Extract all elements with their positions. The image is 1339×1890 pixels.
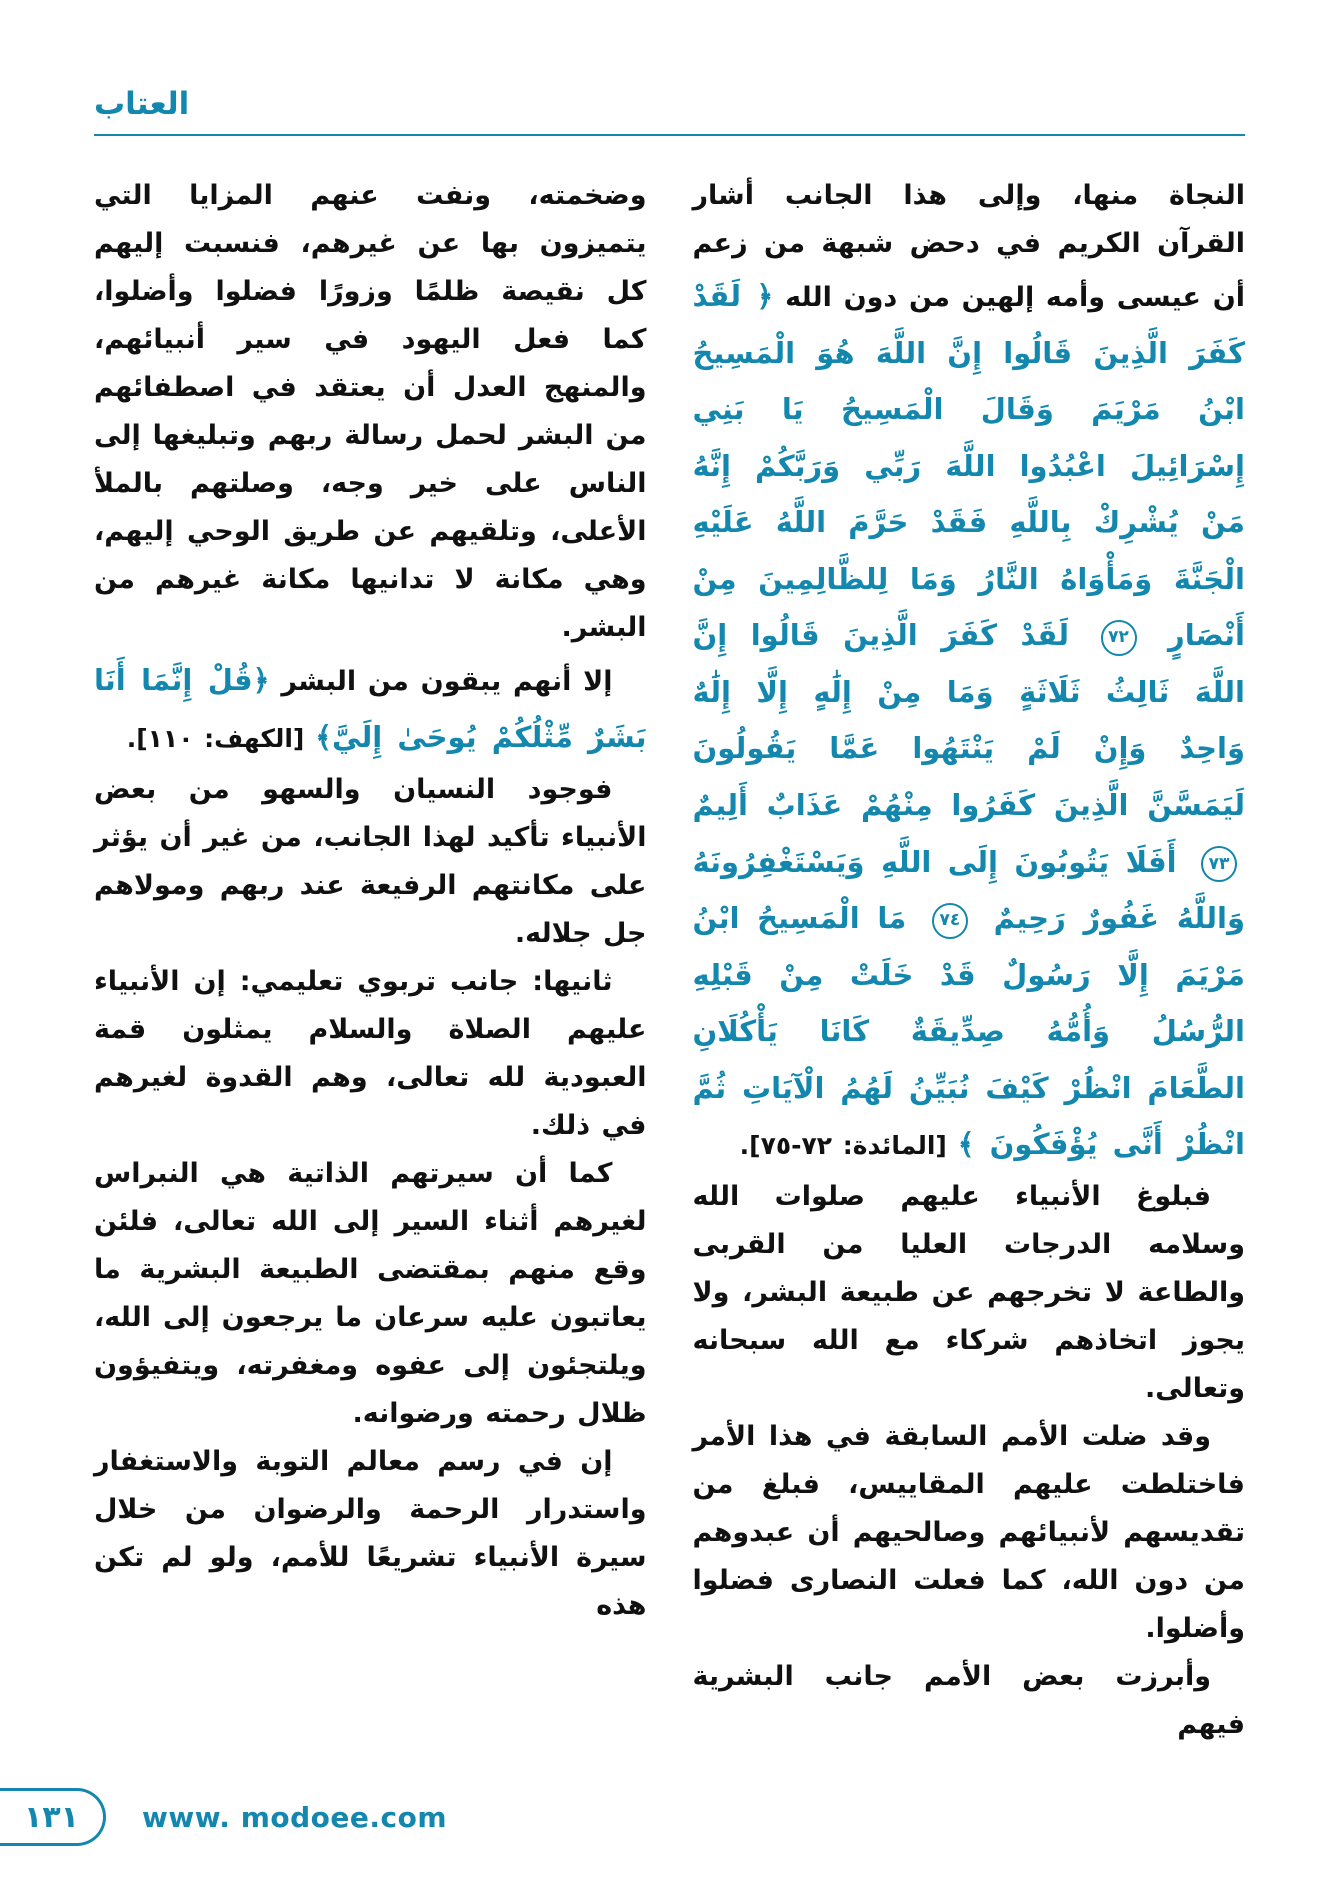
ayah-marker: ٧٢ (1101, 620, 1137, 656)
body-text: وقد ضلت الأمم السابقة في هذا الأمر فاختلطت عليهم المقاييس، فبلغ من تقديسهم لأنبيائهم وصالحيهم أن عبدوهم من دون الله، كما فعلت النصارى فضلوا وأضلوا. (692, 1421, 1245, 1645)
quran-verse: ﴿ لَقَدْ كَفَرَ الَّذِينَ قَالُوا إِنَّ اللَّهَ هُوَ الْمَسِيحُ ابْنُ مَرْيَمَ وَقَالَ الْمَسِيحُ يَا بَنِي إِسْرَائِيلَ اعْبُدُوا اللَّهَ رَبِّي وَرَبَّكُمْ إِنَّهُ مَنْ يُشْرِكْ بِاللَّهِ فَقَدْ حَرَّمَ اللَّهُ عَلَيْهِ الْجَنَّةَ وَمَأْوَاهُ النَّارُ وَمَا لِلظَّالِمِينَ مِنْ أَنْصَارٍ (692, 279, 1245, 653)
body-text: فبلوغ الأنبياء عليهم صلوات الله وسلامه الدرجات العليا من القربى والطاعة لا تخرجهم عن طبيعة البشر، ولا يجوز اتخاذهم شركاء مع الله سبحانه وتعالى. (692, 1180, 1245, 1405)
body-text: فوجود النسيان والسهو من بعض الأنبياء تأكيد لهذا الجانب، من غير أن يؤثر على مكانتهم الرفيعة عند ربهم ومولاهم جل جلاله. (94, 773, 647, 949)
verse-reference: [الكهف: ١١٠]. (126, 724, 316, 754)
paragraph (693, 172, 1246, 1173)
paragraph (94, 652, 647, 765)
quran-verse: مَا الْمَسِيحُ ابْنُ مَرْيَمَ إِلَّا رَسُولٌ قَدْ خَلَتْ مِنْ قَبْلِهِ الرُّسُلُ وَأُمُّهُ صِدِّيقَةٌ كَانَا يَأْكُلَانِ الطَّعَامَ انْظُرْ كَيْفَ نُبَيِّنُ لَهُمُ الْآيَاتِ ثُمَّ انْظُرْ أَنَّى يُؤْفَكُونَ ﴾ (692, 901, 1245, 1162)
paragraph (693, 1653, 1246, 1749)
text-columns (94, 172, 1245, 1749)
website-link[interactable]: www. modoee.com (142, 1800, 448, 1834)
body-text: إن في رسم معالم التوبة والاستغفار واستدرار الرحمة والرضوان من خلال سيرة الأنبياء تشريعًا للأمم، ولو لم تكن هذه (94, 1446, 647, 1622)
paragraph (94, 1438, 647, 1630)
paragraph (693, 1173, 1246, 1413)
column-left (94, 172, 647, 1749)
paragraph (94, 766, 647, 958)
column-right (693, 172, 1246, 1749)
paragraph (94, 1150, 647, 1438)
ayah-marker: ٧٣ (1201, 846, 1237, 882)
quran-verse: لَقَدْ كَفَرَ الَّذِينَ قَالُوا إِنَّ اللَّهَ ثَالِثُ ثَلَاثَةٍ وَمَا مِنْ إِلَٰهٍ إِلَّا إِلَٰهٌ وَاحِدٌ وَإِنْ لَمْ يَنْتَهُوا عَمَّا يَقُولُونَ لَيَمَسَّنَّ الَّذِينَ كَفَرُوا مِنْهُمْ عَذَابٌ أَلِيمٌ (692, 618, 1245, 823)
ayah-marker: ٧٤ (932, 903, 968, 939)
page-number-tab (0, 1788, 106, 1846)
quran-verse: أَفَلَا يَتُوبُونَ إِلَى اللَّهِ وَيَسْتَغْفِرُونَهُ وَاللَّهُ غَفُورٌ رَحِيمٌ (692, 844, 1245, 936)
paragraph (693, 1413, 1246, 1653)
body-text: النجاة منها، وإلى هذا الجانب أشار القرآن الكريم في دحض شبهة من زعم أن عيسى وأمه إلهين من دون الله (692, 180, 1245, 314)
body-text: كما أن سيرتهم الذاتية هي النبراس لغيرهم أثناء السير إلى الله تعالى، فلئن وقع منهم بمقتضى الطبيعة البشرية ما يعاتبون عليه سرعان ما يرجعون إلى الله، ويلتجئون إلى عفوه ومغفرته، ويتفيؤون ظلال رحمته ورضوانه. (94, 1157, 647, 1430)
page-title: العتاب (94, 86, 190, 122)
page-header (94, 86, 1245, 136)
page-number: ١٣١ (24, 1799, 79, 1835)
page-footer (0, 1788, 447, 1846)
body-text: إلا أنهم يبقون من البشر (269, 666, 613, 698)
quran-verse: ﴿قُلْ إِنَّمَا أَنَا بَشَرٌ مِّثْلُكُمْ يُوحَىٰ إِلَيَّ﴾ (94, 663, 647, 755)
body-text: وأبرزت بعض الأمم جانب البشرية فيهم (692, 1661, 1245, 1741)
verse-reference: [المائدة: ٧٢-٧٥]. (739, 1131, 958, 1161)
paragraph (94, 172, 647, 652)
body-text: وضخمته، ونفت عنهم المزايا التي يتميزون بها عن غيرهم، فنسبت إليهم كل نقيصة ظلمًا وزورًا فضلوا وأضلوا، كما فعل اليهود في سير أنبيائهم، والمنهج العدل أن يعتقد في اصطفائهم من البشر لحمل رسالة ربهم وتبليغها إلى الناس على خير وجه، وصلتهم بالملأ الأعلى، وتلقيهم عن طريق الوحي إليهم، وهي مكانة لا تدانيها مكانة غيرهم من البشر. (94, 180, 647, 644)
paragraph (94, 958, 647, 1150)
body-text: ثانيها: جانب تربوي تعليمي: إن الأنبياء عليهم الصلاة والسلام يمثلون قمة العبودية لله تعالى، وهم القدوة لغيرهم في ذلك. (94, 965, 647, 1141)
header-rule (94, 134, 1245, 136)
